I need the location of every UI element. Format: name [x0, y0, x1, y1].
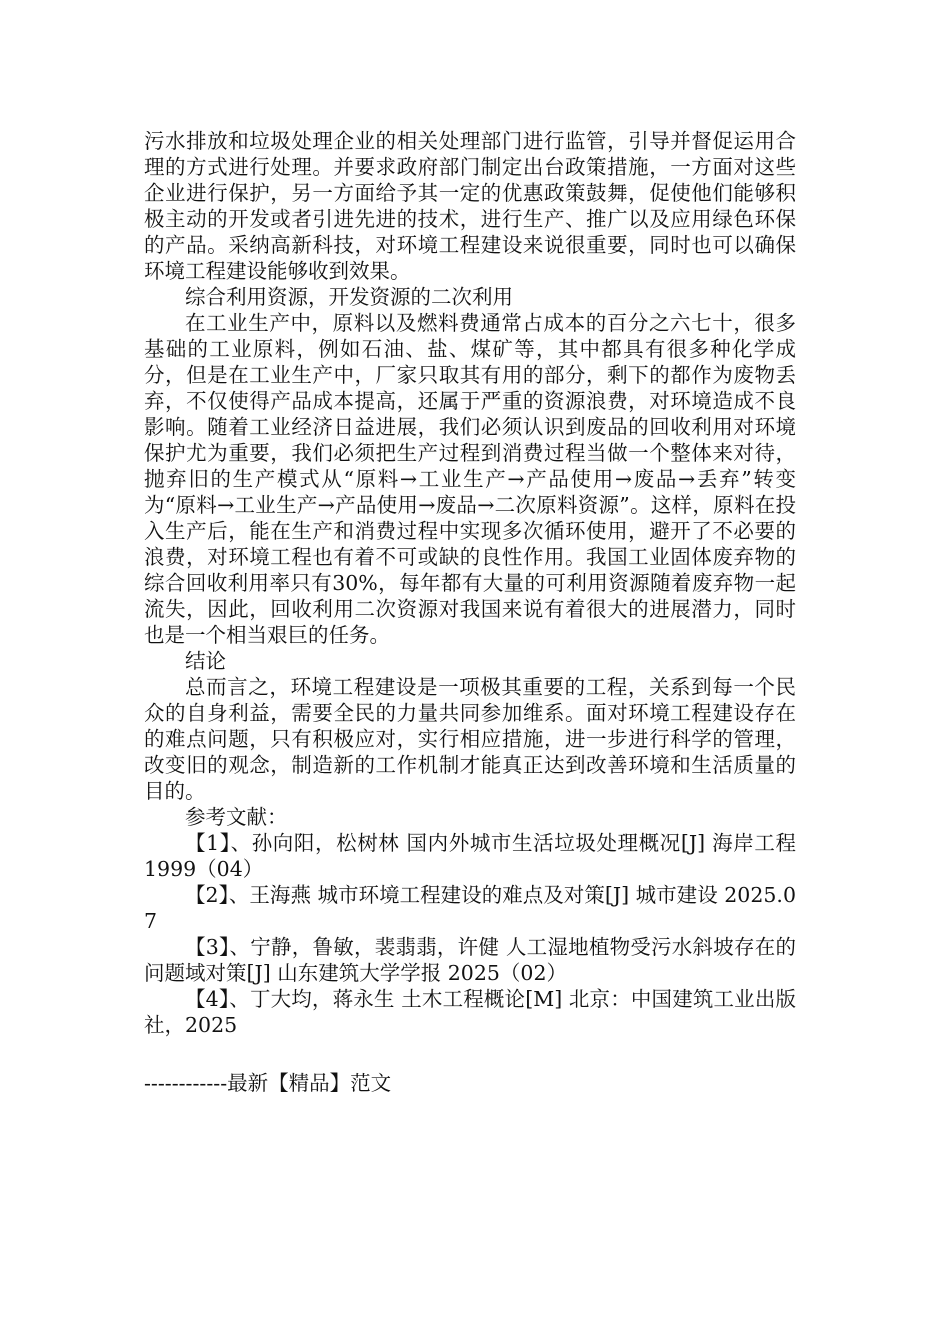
references-heading: 参考文献： [185, 805, 288, 829]
reference-item: 【1】、孙向阳，松树林 国内外城市生活垃圾处理概况[J] 海岸工程 1999（04） [144, 831, 796, 881]
section-heading: 综合利用资源，开发资源的二次利用 [185, 285, 513, 309]
section-paragraph: 在工业生产中，原料以及燃料费通常占成本的百分之六七十，很多基础的工业原料，例如石油、盐、煤矿等，其中都具有很多种化学成分，但是在工业生产中，厂家只取其有用的部分，剩下的都作为废物丢弃，不仅使得产品成本提高，还属于严重的资源浪费，对环境造成不良影响。随着工业经济日益进展，我们必须认识到废品的回收利用对环境保护尤为重要，我们必须把生产过程到消费过程当做一个整体来对待，抛弃旧的生产模式从“原料→工业生产→产品使用→废品→丢弃”转变为“原料→工业生产→产品使用→废品→二次原料资源”。这样，原料在投入生产后，能在生产和消费过程中实现多次循环使用，避开了不必要的浪费，对环境工程也有着不可或缺的良性作用。我国工业固体废弃物的综合回收利用率只有30%，每年都有大量的可利用资源随着废弃物一起流失，因此，回收利用二次资源对我国来说有着很大的进展潜力，同时也是一个相当艰巨的任务。 [144, 311, 796, 647]
intro-paragraph: 污水排放和垃圾处理企业的相关处理部门进行监管，引导并督促运用合理的方式进行处理。并要求政府部门制定出台政策措施，一方面对这些企业进行保护，另一方面给予其一定的优惠政策鼓舞，促使他们能够积极主动的开发或者引进先进的技术，进行生产、推广以及应用绿色环保的产品。采纳高新科技，对环境工程建设来说很重要，同时也可以确保环境工程建设能够收到效果。 [144, 129, 796, 283]
reference-item: 【3】、宁静，鲁敏，裴翡翡，许健 人工湿地植物受污水斜坡存在的问题域对策[J] 山东建筑大学学报 2025（02） [144, 935, 796, 985]
reference-item: 【2】、王海燕 城市环境工程建设的难点及对策[J] 城市建设 2025.07 [144, 883, 796, 933]
footer-text: ------------最新【精品】范文 [144, 1071, 392, 1095]
reference-item: 【4】、丁大均，蒋永生 土木工程概论[M] 北京：中国建筑工业出版社，2025 [144, 987, 796, 1037]
document-body [144, 128, 796, 1038]
conclusion-paragraph: 总而言之，环境工程建设是一项极其重要的工程，关系到每一个民众的自身利益，需要全民的力量共同参加维系。面对环境工程建设存在的难点问题，只有积极应对，实行相应措施，进一步进行科学的管理，改变旧的观念，制造新的工作机制才能真正达到改善环境和生活质量的目的。 [144, 675, 796, 803]
conclusion-heading: 结论 [185, 649, 226, 673]
